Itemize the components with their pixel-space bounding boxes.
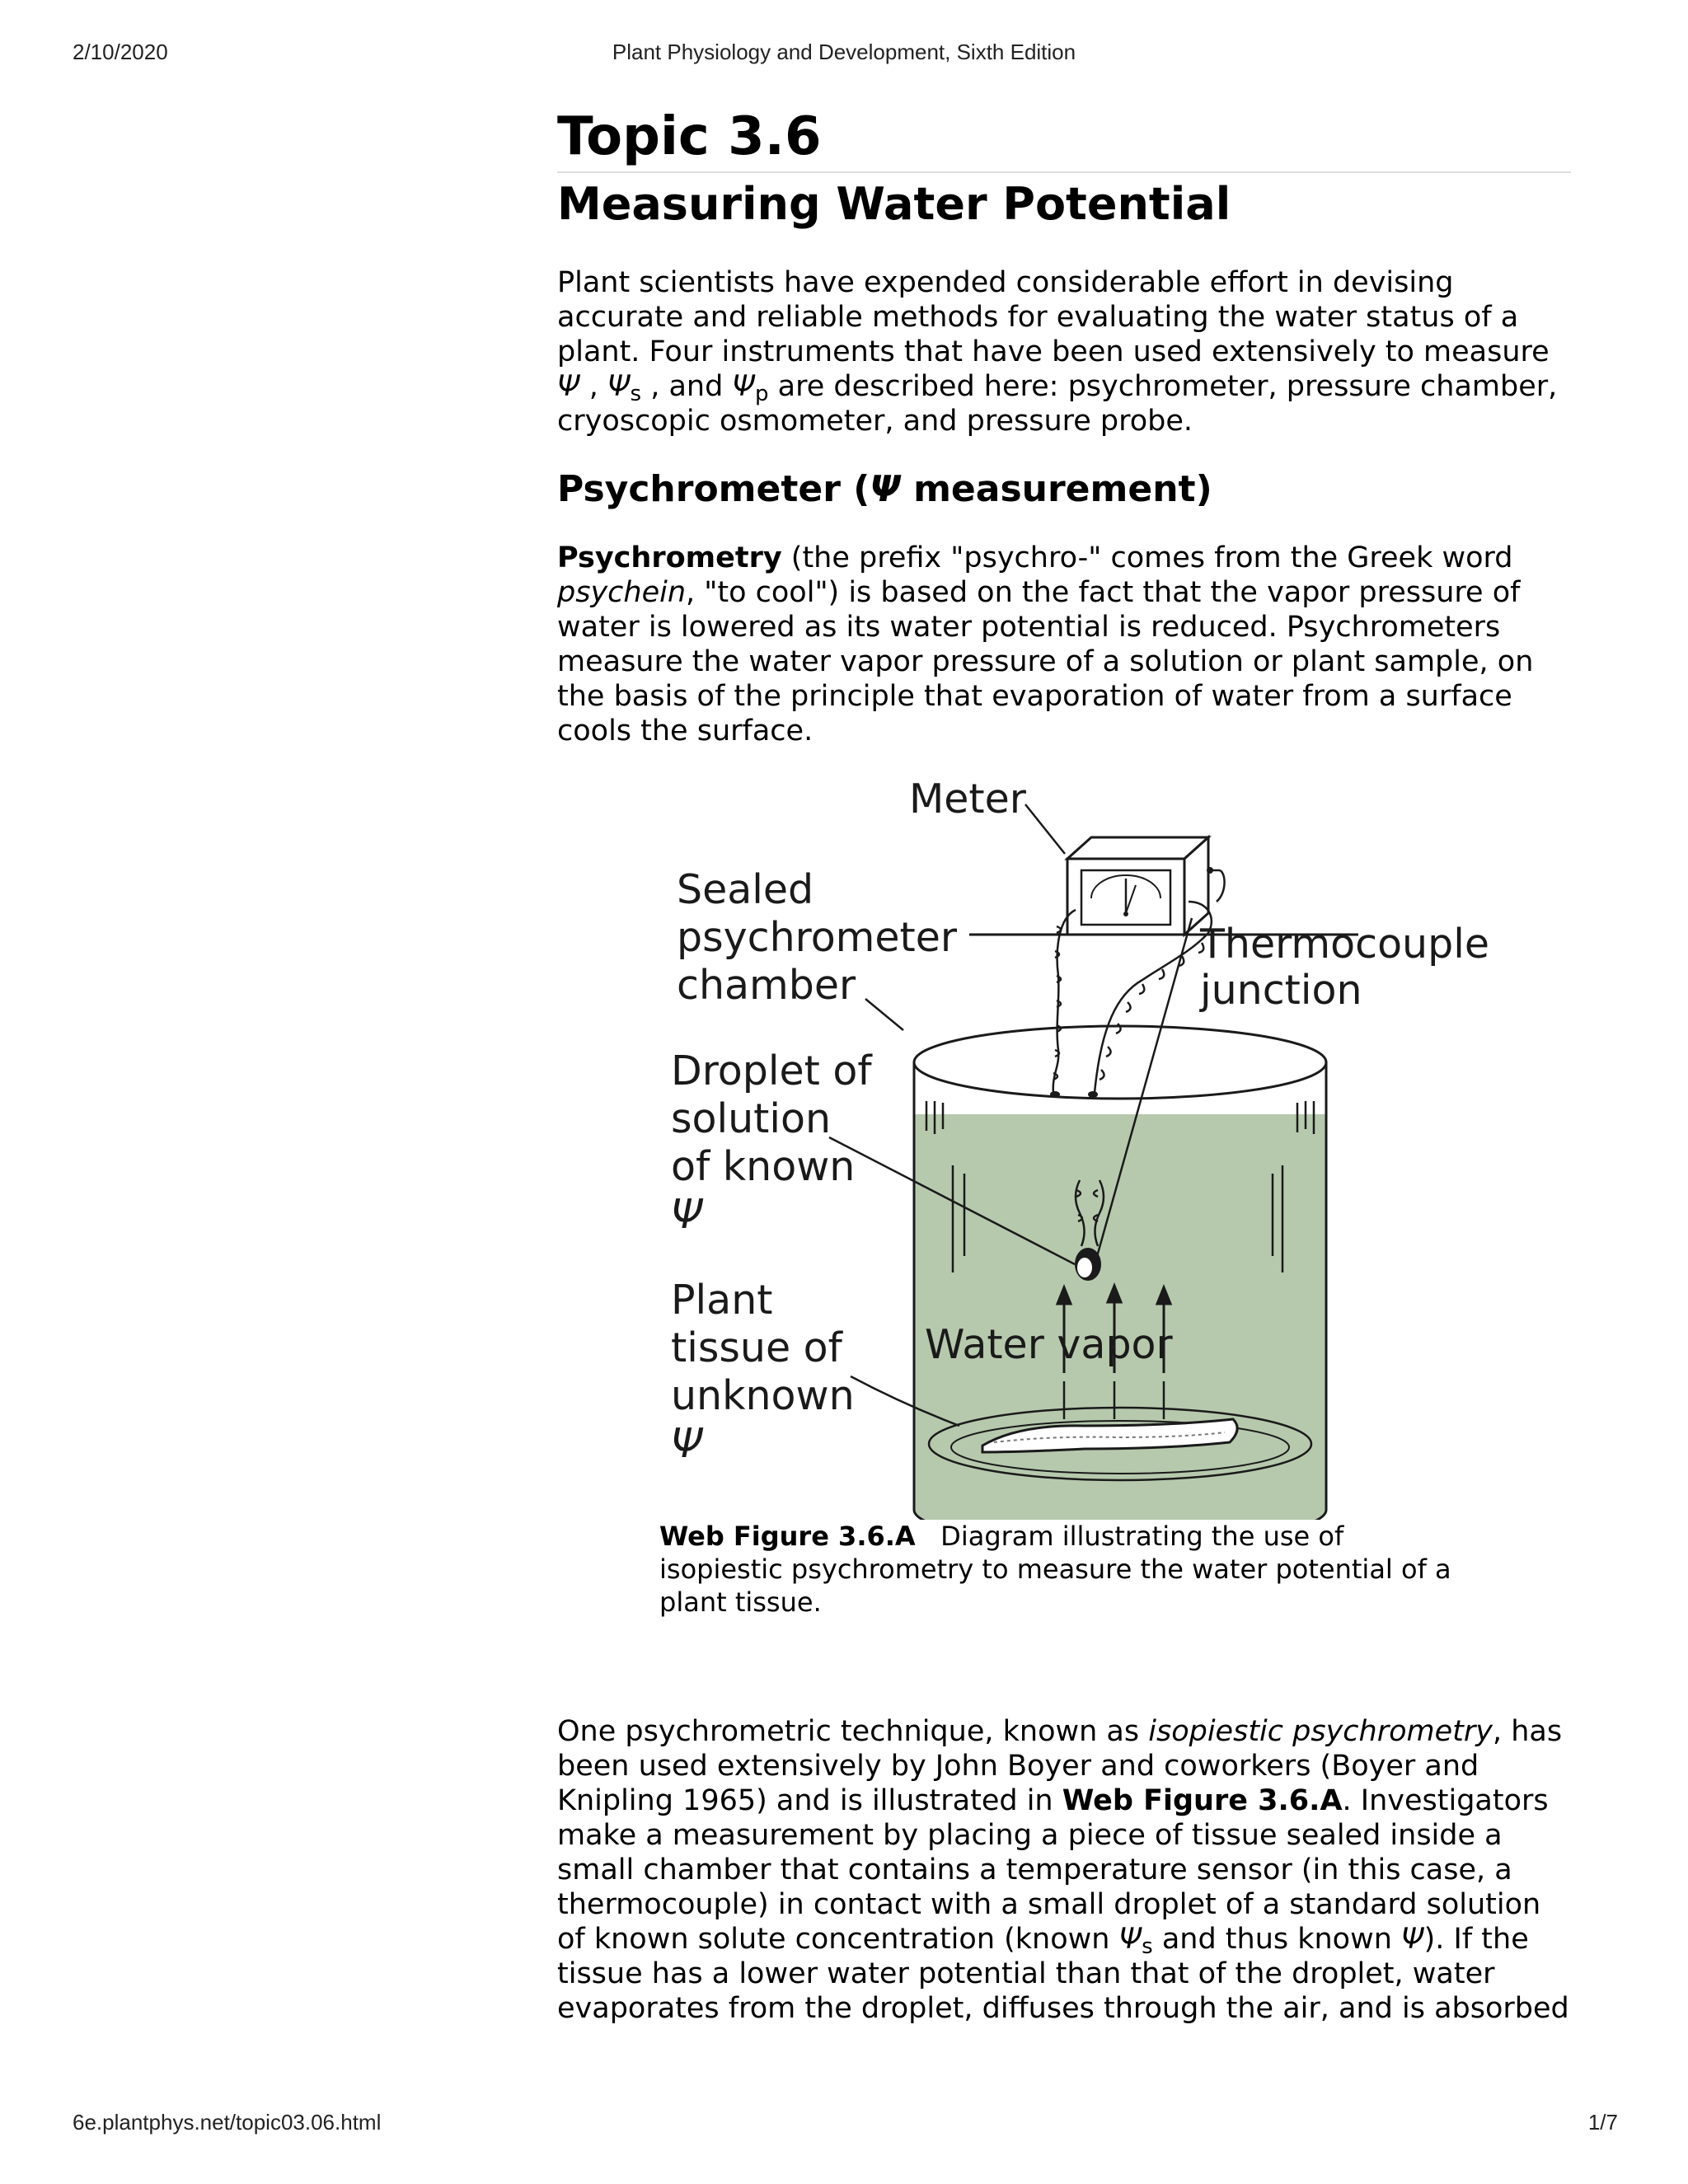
psychrometry-paragraph — [557, 541, 1571, 748]
label-droplet-line2: solution — [671, 1095, 832, 1142]
title-divider — [557, 171, 1571, 173]
caption-label: Web Figure 3.6.A — [659, 1521, 916, 1552]
article — [557, 105, 1571, 2026]
body-psi-s-symbol: Ψ — [1118, 1923, 1142, 1956]
topic-title: Measuring Water Potential — [557, 178, 1231, 230]
print-footer — [0, 2110, 1688, 2138]
heading-text: Psychrometer ( — [557, 468, 870, 510]
heading-psi-symbol: Ψ — [870, 468, 901, 510]
label-thermocouple-line1: Thermocouple — [1200, 921, 1489, 968]
psi-s-symbol: Ψ — [607, 370, 631, 403]
page-number: 1/7 — [1587, 2110, 1618, 2135]
label-droplet-line1: Droplet of — [671, 1047, 872, 1094]
psychrometry-text-end: , "to cool") is based on the fact that the vapor pressure of water is lowered as its water potential is reduced. Psychrometers measure the water vapor pressure of a solution or plant sample, on the basis of the principle that evaporation of water from a surface cools the surface. — [557, 576, 1534, 748]
subscript-p: p — [754, 382, 769, 406]
section-heading-psychrometer — [557, 466, 1571, 513]
print-book-title: Plant Physiology and Development, Sixth Edition — [612, 40, 1076, 64]
label-droplet-psi: Ψ — [671, 1191, 703, 1238]
meter-box — [1067, 837, 1208, 935]
body-psi-symbol: Ψ — [1401, 1923, 1424, 1956]
label-water-vapor: Water vapor — [925, 1321, 1173, 1368]
psi-p-symbol: Ψ — [732, 370, 755, 403]
technique-term: isopiestic psychrometry — [1148, 1715, 1493, 1748]
psi-symbol: Ψ — [557, 370, 580, 403]
intro-paragraph — [557, 265, 1571, 438]
figure-caption — [659, 1520, 1467, 1619]
intro-text-end: are described here: psychrometer, pressure chamber, cryoscopic osmometer, and pressure probe. — [557, 370, 1558, 438]
page-url: 6e.plantphys.net/topic03.06.html — [73, 2110, 382, 2135]
body-text: One psychrometric technique, known as — [557, 1715, 1149, 1748]
psychrometer-diagram — [557, 778, 1571, 1520]
isopiestic-paragraph — [557, 1714, 1571, 2026]
body-text-3: . Investigators make a measurement by placing a piece of tissue sealed inside a small chamber that contains a temperature sensor (in this case, a thermocouple) in contact with a small droplet of a standard solution of known solute concentration (known — [557, 1784, 1549, 1956]
body-text-2: , has been used extensively by John Boyer and coworkers (Boyer and Knipling 1965) and is illustrated in — [557, 1715, 1563, 1817]
body-text-end: ). If the tissue has a lower water potential than that of the droplet, water evaporates from the droplet, diffuses through the air, and is absorbed — [557, 1923, 1569, 2025]
label-droplet-line3: of known — [671, 1143, 856, 1190]
caption-text: Diagram illustrating the use of isopiestic psychrometry to measure the water potential of a plant tissue. — [659, 1521, 1460, 1618]
body-text-4: and thus known — [1152, 1923, 1402, 1956]
intro-text: Plant scientists have expended considerable effort in devising accurate and reliable methods for evaluating the water status of a plant. Four instruments that have been used extensively to measure — [557, 266, 1550, 368]
subscript-s: s — [630, 382, 642, 406]
term-psychrometry: Psychrometry — [557, 541, 782, 574]
intro-separator: , — [579, 370, 607, 403]
label-tissue-line3: unknown — [671, 1372, 855, 1419]
label-tissue-line1: Plant — [671, 1277, 773, 1324]
label-thermocouple-line2: junction — [1200, 967, 1362, 1014]
print-header — [0, 40, 1688, 68]
print-date: 2/10/2020 — [73, 40, 168, 64]
topic-number: Topic 3.6 — [557, 106, 822, 167]
label-meter: Meter — [909, 778, 1026, 823]
heading-text-end: measurement) — [900, 468, 1212, 510]
label-tissue-psi: Ψ — [671, 1420, 703, 1467]
figure-reference: Web Figure 3.6.A — [1062, 1784, 1343, 1817]
label-chamber-line2: psychrometer — [677, 914, 958, 961]
label-tissue-line2: tissue of — [671, 1324, 842, 1371]
greek-word: psychein — [557, 576, 687, 609]
label-chamber-line3: chamber — [677, 962, 856, 1009]
psychrometry-text: (the prefix "psychro-" comes from the Greek word — [781, 541, 1513, 574]
body-subscript-s: s — [1142, 1934, 1153, 1959]
label-chamber-line1: Sealed — [677, 866, 814, 913]
figure-psychrometer-diagram — [557, 778, 1571, 1520]
intro-and: , and — [641, 370, 733, 403]
